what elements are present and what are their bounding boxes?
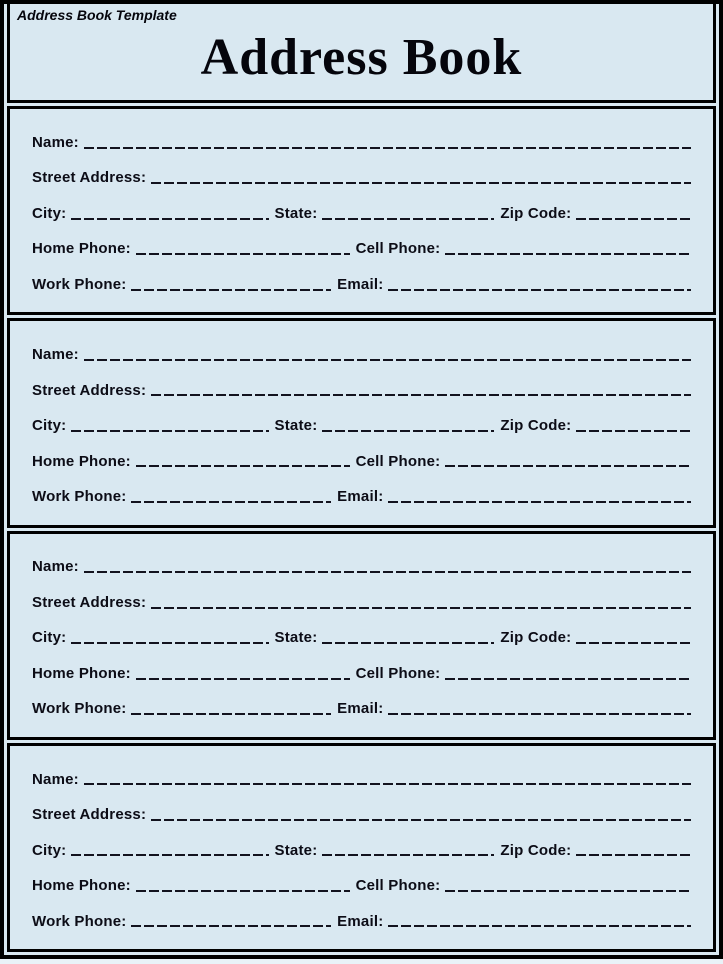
street-address-row [32, 158, 692, 188]
work-phone-label: Work Phone: [32, 275, 127, 293]
work-phone-label: Work Phone: [32, 912, 127, 930]
city-state-zip-row [32, 618, 692, 648]
email-label: Email: [337, 700, 384, 718]
cell-phone-blank-line [445, 890, 691, 892]
email-blank-line [388, 925, 691, 927]
zip-code-blank-line [576, 430, 691, 432]
home-cell-phone-row [32, 866, 692, 896]
name-row [32, 547, 692, 577]
street-address-blank-line [151, 394, 691, 396]
document-header [7, 4, 716, 103]
city-label: City: [32, 629, 67, 647]
state-label: State: [274, 417, 318, 435]
email-label: Email: [337, 275, 384, 293]
email-blank-line [388, 501, 691, 503]
street-address-label: Street Address: [32, 169, 147, 187]
address-entry-section-2 [7, 318, 716, 527]
email-blank-line [388, 713, 691, 715]
address-entry-section-3 [7, 531, 716, 740]
home-cell-phone-row [32, 441, 692, 471]
email-label: Email: [337, 488, 384, 506]
home-cell-phone-row [32, 229, 692, 259]
work-phone-label: Work Phone: [32, 700, 127, 718]
city-blank-line [71, 642, 268, 644]
state-label: State: [274, 841, 318, 859]
street-address-label: Street Address: [32, 806, 147, 824]
street-address-blank-line [151, 182, 691, 184]
home-phone-blank-line [136, 465, 350, 467]
street-address-label: Street Address: [32, 381, 147, 399]
email-label: Email: [337, 912, 384, 930]
city-blank-line [71, 430, 268, 432]
work-phone-blank-line [131, 501, 331, 503]
work-phone-blank-line [131, 713, 331, 715]
name-label: Name: [32, 133, 79, 151]
work-phone-email-row [32, 901, 692, 931]
work-phone-label: Work Phone: [32, 488, 127, 506]
cell-phone-label: Cell Phone: [355, 664, 441, 682]
city-label: City: [32, 841, 67, 859]
page-title: Address Book [200, 28, 523, 86]
home-phone-label: Home Phone: [32, 664, 131, 682]
city-blank-line [71, 854, 268, 856]
home-phone-blank-line [136, 890, 350, 892]
name-blank-line [84, 571, 691, 573]
home-phone-label: Home Phone: [32, 877, 131, 895]
city-label: City: [32, 417, 67, 435]
work-phone-email-row [32, 477, 692, 507]
work-phone-blank-line [131, 925, 331, 927]
city-state-zip-row [32, 406, 692, 436]
cell-phone-label: Cell Phone: [355, 240, 441, 258]
cell-phone-blank-line [445, 678, 691, 680]
cell-phone-blank-line [445, 465, 691, 467]
state-label: State: [274, 629, 318, 647]
state-blank-line [322, 642, 494, 644]
name-label: Name: [32, 770, 79, 788]
home-phone-label: Home Phone: [32, 452, 131, 470]
work-phone-email-row [32, 689, 692, 719]
work-phone-blank-line [131, 289, 331, 291]
address-entry-section-1 [7, 106, 716, 315]
work-phone-email-row [32, 265, 692, 295]
street-address-blank-line [151, 819, 691, 821]
name-blank-line [84, 359, 691, 361]
zip-code-blank-line [576, 218, 691, 220]
zip-code-label: Zip Code: [500, 204, 572, 222]
zip-code-label: Zip Code: [500, 417, 572, 435]
state-label: State: [274, 204, 318, 222]
name-row [32, 123, 692, 153]
home-phone-blank-line [136, 253, 350, 255]
name-blank-line [84, 147, 691, 149]
street-address-label: Street Address: [32, 593, 147, 611]
name-label: Name: [32, 346, 79, 364]
city-blank-line [71, 218, 268, 220]
state-blank-line [322, 218, 494, 220]
name-row [32, 759, 692, 789]
city-state-zip-row [32, 830, 692, 860]
state-blank-line [322, 430, 494, 432]
name-row [32, 335, 692, 365]
home-phone-blank-line [136, 678, 350, 680]
home-phone-label: Home Phone: [32, 240, 131, 258]
street-address-row [32, 370, 692, 400]
cell-phone-label: Cell Phone: [355, 452, 441, 470]
email-blank-line [388, 289, 691, 291]
zip-code-blank-line [576, 642, 691, 644]
address-entry-section-4 [7, 743, 716, 952]
zip-code-label: Zip Code: [500, 629, 572, 647]
zip-code-blank-line [576, 854, 691, 856]
name-blank-line [84, 783, 691, 785]
street-address-row [32, 795, 692, 825]
street-address-row [32, 583, 692, 613]
cell-phone-blank-line [445, 253, 691, 255]
zip-code-label: Zip Code: [500, 841, 572, 859]
name-label: Name: [32, 558, 79, 576]
watermark-text: Address Book Template [17, 7, 177, 23]
city-state-zip-row [32, 194, 692, 224]
city-label: City: [32, 204, 67, 222]
state-blank-line [322, 854, 494, 856]
street-address-blank-line [151, 607, 691, 609]
cell-phone-label: Cell Phone: [355, 877, 441, 895]
home-cell-phone-row [32, 654, 692, 684]
